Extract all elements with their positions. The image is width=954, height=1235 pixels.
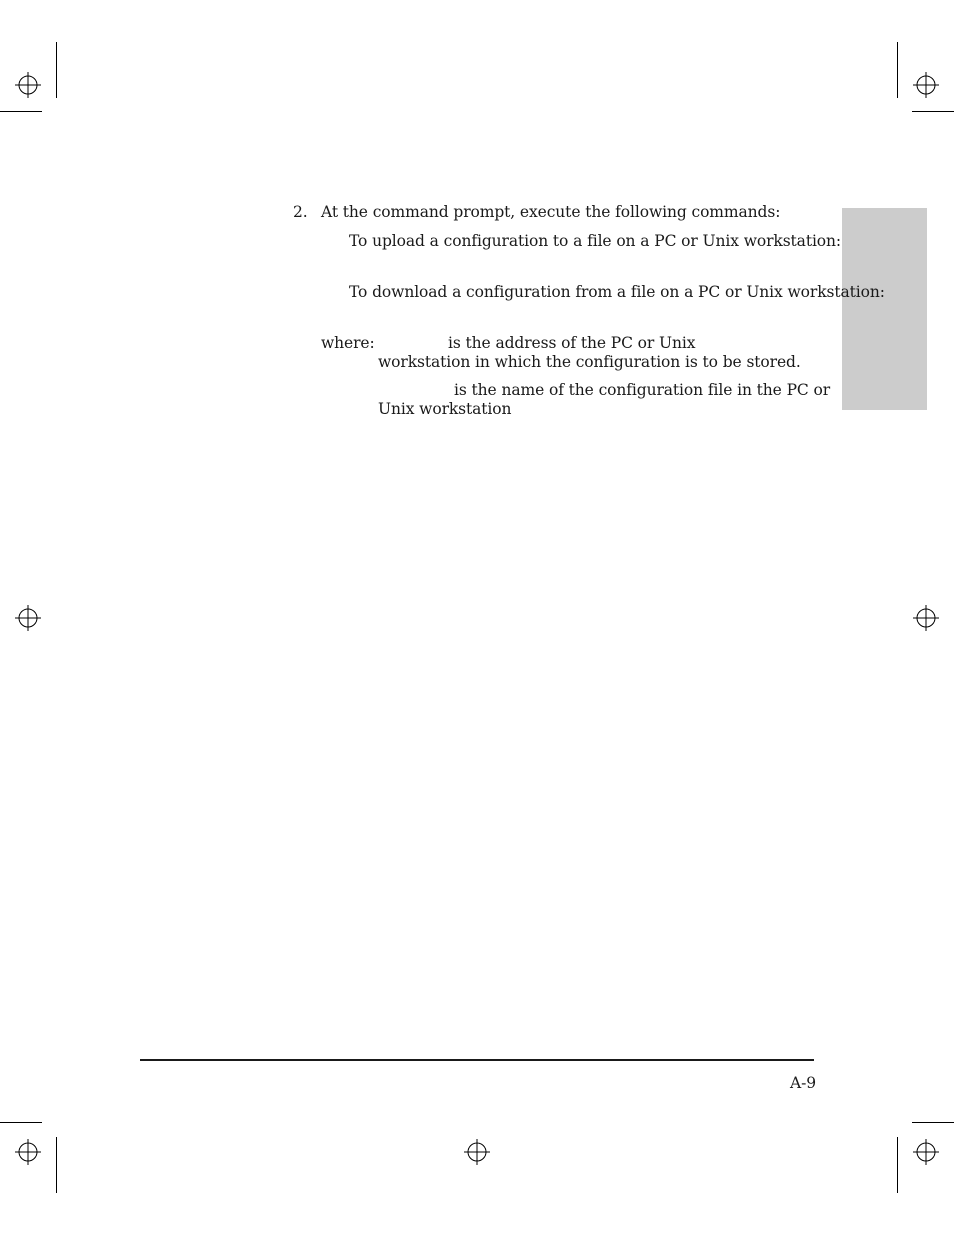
definition-ip-line-1: is the address of the PC or Unix (448, 334, 696, 352)
crop-mark (0, 1122, 42, 1123)
crop-mark (912, 111, 954, 112)
crop-mark (56, 1137, 57, 1193)
definition-filename-line-2: Unix workstation (378, 400, 512, 418)
registration-mark-icon (911, 70, 941, 100)
registration-mark-icon (911, 603, 941, 633)
page-number: A-9 (790, 1074, 816, 1092)
upload-intro: To upload a configuration to a file on a PC or Unix workstation: (349, 232, 842, 250)
definition-ip-line-2: workstation in which the configuration is to be stored. (378, 353, 801, 371)
step-text: At the command prompt, execute the following commands: (321, 203, 781, 221)
where-label: where: (321, 334, 375, 352)
registration-mark-icon (911, 1137, 941, 1167)
crop-mark (0, 111, 42, 112)
side-tab (842, 208, 927, 410)
registration-mark-icon (13, 603, 43, 633)
registration-mark-icon (13, 70, 43, 100)
crop-mark (56, 42, 57, 98)
download-intro: To download a configuration from a file on a PC or Unix workstation: (349, 283, 885, 301)
crop-mark (897, 1137, 898, 1193)
definition-filename-line-1: is the name of the configuration file in the PC or (454, 381, 831, 399)
registration-mark-icon (13, 1137, 43, 1167)
crop-mark (912, 1122, 954, 1123)
crop-mark (897, 42, 898, 98)
footer-rule (140, 1059, 814, 1061)
step-number: 2. (293, 203, 308, 221)
registration-mark-icon (462, 1137, 492, 1167)
